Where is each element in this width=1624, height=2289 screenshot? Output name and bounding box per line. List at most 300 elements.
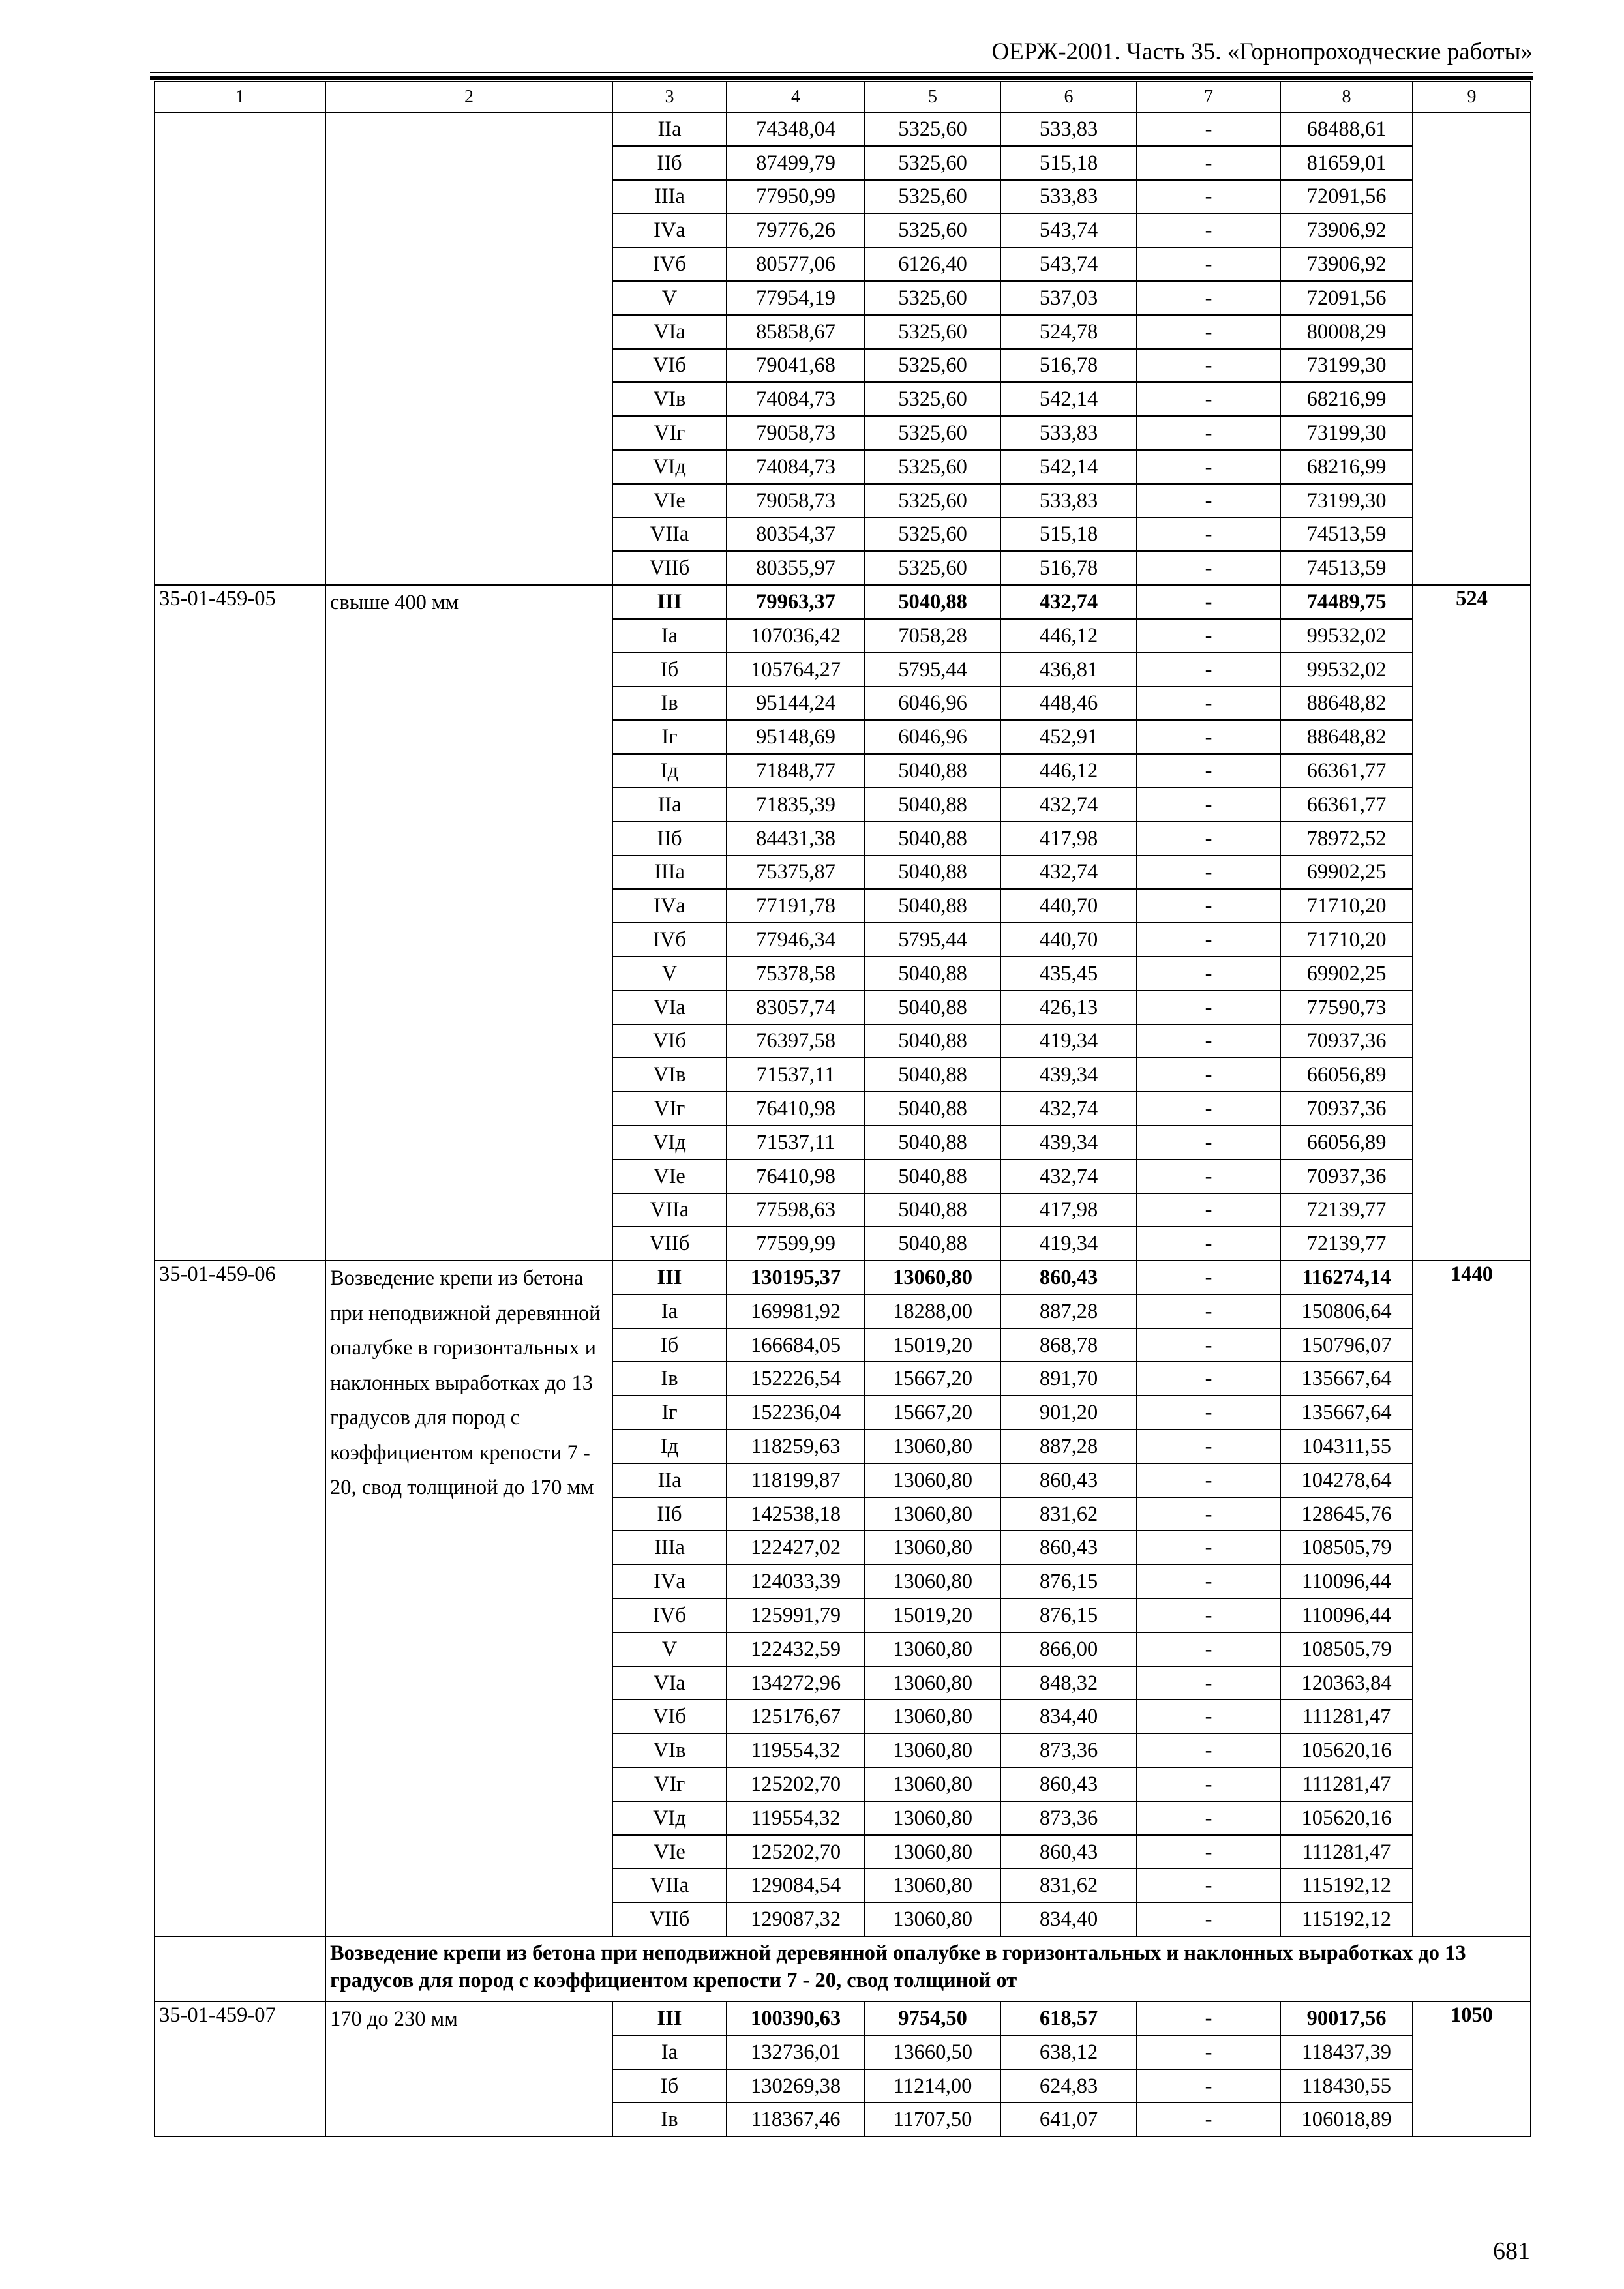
value-cell: 68216,99 [1280, 450, 1413, 484]
value-cell: 831,62 [1000, 1868, 1137, 1902]
value-cell: 440,70 [1000, 889, 1137, 923]
value-cell: 128645,76 [1280, 1497, 1413, 1531]
group-heading-row [155, 1936, 1531, 2001]
value-cell: 116274,14 [1280, 1261, 1413, 1294]
value-cell: 638,12 [1000, 2035, 1137, 2069]
zone-cell: VIа [612, 1666, 727, 1700]
value-cell: 6126,40 [865, 247, 1000, 281]
value-cell: 5040,88 [865, 754, 1000, 788]
value-cell: 66056,89 [1280, 1058, 1413, 1092]
column-number: 4 [727, 82, 865, 112]
value-cell: - [1137, 146, 1280, 180]
value-cell: 13060,80 [865, 1902, 1000, 1936]
value-cell: 432,74 [1000, 788, 1137, 822]
value-cell: 432,74 [1000, 1159, 1137, 1193]
value-cell: 106018,89 [1280, 2102, 1413, 2136]
value-cell: 77590,73 [1280, 991, 1413, 1025]
value-cell: 107036,42 [727, 619, 865, 653]
value-cell: 130195,37 [727, 1261, 865, 1294]
value-cell: 446,12 [1000, 619, 1137, 653]
value-cell: 515,18 [1000, 146, 1137, 180]
zone-cell: Iб [612, 653, 727, 687]
value-cell: 533,83 [1000, 484, 1137, 518]
value-cell: 66361,77 [1280, 788, 1413, 822]
zone-cell: Iб [612, 1328, 727, 1362]
value-cell: - [1137, 1058, 1280, 1092]
column-number: 9 [1413, 82, 1531, 112]
value-cell: 13060,80 [865, 1429, 1000, 1463]
value-cell: 13060,80 [865, 1531, 1000, 1564]
value-cell: - [1137, 1463, 1280, 1497]
column-number: 6 [1000, 82, 1137, 112]
value-cell: 417,98 [1000, 1193, 1137, 1227]
zone-cell: Iб [612, 2069, 727, 2103]
value-cell: 108505,79 [1280, 1632, 1413, 1666]
value-cell: 118367,46 [727, 2102, 865, 2136]
value-cell: 5040,88 [865, 957, 1000, 991]
page-number: 681 [1493, 2237, 1530, 2265]
value-cell: 77191,78 [727, 889, 865, 923]
value-cell: 71848,77 [727, 754, 865, 788]
zone-cell: III [612, 2001, 727, 2035]
value-cell: 15019,20 [865, 1328, 1000, 1362]
value-cell: - [1137, 1092, 1280, 1126]
rate-code: 35-01-459-07 [155, 2001, 325, 2136]
zone-cell: VIб [612, 1025, 727, 1058]
zone-cell: Iг [612, 720, 727, 754]
value-cell: 13060,80 [865, 1767, 1000, 1801]
value-cell: - [1137, 1666, 1280, 1700]
value-cell: 87499,79 [727, 146, 865, 180]
zone-cell: VIе [612, 1159, 727, 1193]
value-cell: 13060,80 [865, 1564, 1000, 1598]
zone-cell: VIб [612, 349, 727, 383]
value-cell: 99532,02 [1280, 653, 1413, 687]
value-cell: 15019,20 [865, 1598, 1000, 1632]
value-cell: 125991,79 [727, 1598, 865, 1632]
zone-cell: VIв [612, 382, 727, 416]
value-cell: 5325,60 [865, 484, 1000, 518]
value-cell: - [1137, 1193, 1280, 1227]
column-number: 7 [1137, 82, 1280, 112]
value-cell: 831,62 [1000, 1497, 1137, 1531]
value-cell: 75378,58 [727, 957, 865, 991]
value-cell: 110096,44 [1280, 1564, 1413, 1598]
value-cell: 95144,24 [727, 687, 865, 721]
value-cell: 5325,60 [865, 382, 1000, 416]
value-cell: 417,98 [1000, 822, 1137, 856]
value-cell: 5325,60 [865, 450, 1000, 484]
value-cell: 5325,60 [865, 518, 1000, 552]
value-cell: 13060,80 [865, 1733, 1000, 1767]
zone-cell: VIг [612, 416, 727, 450]
work-description: Возведение крепи из бетона при неподвижной деревянной опалубке в горизонтальных и наклонных выработках до 13 градусов для пород с коэффициентом крепости 7 - 20, свод толщиной до 170 мм [325, 1261, 612, 1936]
value-cell: 74513,59 [1280, 551, 1413, 585]
value-cell: 834,40 [1000, 1699, 1137, 1733]
value-cell: - [1137, 2001, 1280, 2035]
labor-norm [1413, 112, 1531, 585]
value-cell: - [1137, 1699, 1280, 1733]
value-cell: - [1137, 2035, 1280, 2069]
value-cell: 77599,99 [727, 1227, 865, 1261]
value-cell: 104278,64 [1280, 1463, 1413, 1497]
value-cell: - [1137, 619, 1280, 653]
value-cell: 887,28 [1000, 1429, 1137, 1463]
value-cell: 860,43 [1000, 1261, 1137, 1294]
value-cell: 533,83 [1000, 416, 1137, 450]
value-cell: 79963,37 [727, 585, 865, 619]
value-cell: 74084,73 [727, 450, 865, 484]
value-cell: 624,83 [1000, 2069, 1137, 2103]
value-cell: 5325,60 [865, 349, 1000, 383]
value-cell: 66361,77 [1280, 754, 1413, 788]
value-cell: 848,32 [1000, 1666, 1137, 1700]
value-cell: 108505,79 [1280, 1531, 1413, 1564]
value-cell: 74513,59 [1280, 518, 1413, 552]
value-cell: 419,34 [1000, 1025, 1137, 1058]
value-cell: - [1137, 551, 1280, 585]
value-cell: 77954,19 [727, 281, 865, 315]
value-cell: 111281,47 [1280, 1835, 1413, 1869]
labor-norm: 1440 [1413, 1261, 1531, 1936]
value-cell: 641,07 [1000, 2102, 1137, 2136]
value-cell: - [1137, 1227, 1280, 1261]
value-cell: 5040,88 [865, 585, 1000, 619]
value-cell: 439,34 [1000, 1058, 1137, 1092]
value-cell: - [1137, 450, 1280, 484]
value-cell: 115192,12 [1280, 1868, 1413, 1902]
rate-code: 35-01-459-05 [155, 585, 325, 1261]
value-cell: 80355,97 [727, 551, 865, 585]
table-row [155, 585, 1531, 619]
value-cell: 124033,39 [727, 1564, 865, 1598]
group-heading-blank [155, 1936, 325, 2001]
value-cell: 13060,80 [865, 1463, 1000, 1497]
value-cell: 5040,88 [865, 1126, 1000, 1159]
value-cell: 85858,67 [727, 315, 865, 349]
value-cell: 74348,04 [727, 112, 865, 146]
value-cell: 73906,92 [1280, 247, 1413, 281]
zone-cell: IIб [612, 146, 727, 180]
value-cell: 13060,80 [865, 1801, 1000, 1835]
zone-cell: VIIб [612, 1902, 727, 1936]
header-rule-thin [150, 72, 1533, 73]
value-cell: 5325,60 [865, 180, 1000, 214]
value-cell: 76410,98 [727, 1159, 865, 1193]
zone-cell: Iв [612, 687, 727, 721]
column-number-row [155, 82, 1531, 112]
value-cell: 6046,96 [865, 720, 1000, 754]
value-cell: 5325,60 [865, 416, 1000, 450]
value-cell: 81659,01 [1280, 146, 1413, 180]
value-cell: 79776,26 [727, 213, 865, 247]
value-cell: 432,74 [1000, 1092, 1137, 1126]
value-cell: - [1137, 687, 1280, 721]
value-cell: 100390,63 [727, 2001, 865, 2035]
value-cell: - [1137, 315, 1280, 349]
value-cell: 5795,44 [865, 653, 1000, 687]
value-cell: 5325,60 [865, 112, 1000, 146]
value-cell: - [1137, 180, 1280, 214]
column-number: 8 [1280, 82, 1413, 112]
value-cell: 860,43 [1000, 1463, 1137, 1497]
value-cell: - [1137, 1261, 1280, 1294]
value-cell: 150796,07 [1280, 1328, 1413, 1362]
value-cell: 18288,00 [865, 1294, 1000, 1328]
value-cell: - [1137, 1835, 1280, 1869]
value-cell: 543,74 [1000, 213, 1137, 247]
value-cell: - [1137, 653, 1280, 687]
value-cell: 73199,30 [1280, 484, 1413, 518]
column-number: 5 [865, 82, 1000, 112]
column-number: 3 [612, 82, 727, 112]
zone-cell: Iа [612, 619, 727, 653]
value-cell: 13060,80 [865, 1868, 1000, 1902]
value-cell: 78972,52 [1280, 822, 1413, 856]
zone-cell: IIб [612, 1497, 727, 1531]
value-cell: 69902,25 [1280, 957, 1413, 991]
column-number: 2 [325, 82, 612, 112]
value-cell: 122432,59 [727, 1632, 865, 1666]
value-cell: 88648,82 [1280, 720, 1413, 754]
value-cell: 5325,60 [865, 281, 1000, 315]
value-cell: 104311,55 [1280, 1429, 1413, 1463]
value-cell: 13060,80 [865, 1497, 1000, 1531]
value-cell: 436,81 [1000, 653, 1137, 687]
zone-cell: VIд [612, 450, 727, 484]
value-cell: 542,14 [1000, 382, 1137, 416]
value-cell: 125202,70 [727, 1767, 865, 1801]
price-table [154, 81, 1531, 2137]
zone-cell: VIд [612, 1801, 727, 1835]
value-cell: 5040,88 [865, 1092, 1000, 1126]
value-cell: 73906,92 [1280, 213, 1413, 247]
value-cell: 426,13 [1000, 991, 1137, 1025]
value-cell: 76410,98 [727, 1092, 865, 1126]
value-cell: 868,78 [1000, 1328, 1137, 1362]
zone-cell: VIв [612, 1733, 727, 1767]
value-cell: 446,12 [1000, 754, 1137, 788]
value-cell: - [1137, 754, 1280, 788]
value-cell: 5040,88 [865, 1025, 1000, 1058]
value-cell: 72139,77 [1280, 1193, 1413, 1227]
value-cell: - [1137, 484, 1280, 518]
value-cell: 74084,73 [727, 382, 865, 416]
value-cell: 419,34 [1000, 1227, 1137, 1261]
value-cell: 5040,88 [865, 1193, 1000, 1227]
value-cell: 618,57 [1000, 2001, 1137, 2035]
value-cell: 6046,96 [865, 687, 1000, 721]
zone-cell: VIIа [612, 1868, 727, 1902]
value-cell: 537,03 [1000, 281, 1137, 315]
zone-cell: IVа [612, 213, 727, 247]
labor-norm: 524 [1413, 585, 1531, 1261]
value-cell: 74489,75 [1280, 585, 1413, 619]
value-cell: 5325,60 [865, 146, 1000, 180]
value-cell: 5040,88 [865, 1058, 1000, 1092]
zone-cell: VIг [612, 1767, 727, 1801]
value-cell: - [1137, 213, 1280, 247]
value-cell: 860,43 [1000, 1767, 1137, 1801]
zone-cell: VIIб [612, 1227, 727, 1261]
value-cell: 118430,55 [1280, 2069, 1413, 2103]
value-cell: 142538,18 [727, 1497, 865, 1531]
value-cell: 129087,32 [727, 1902, 865, 1936]
value-cell: 13060,80 [865, 1699, 1000, 1733]
value-cell: 873,36 [1000, 1733, 1137, 1767]
value-cell: - [1137, 518, 1280, 552]
value-cell: 533,83 [1000, 180, 1137, 214]
value-cell: 76397,58 [727, 1025, 865, 1058]
value-cell: 13060,80 [865, 1666, 1000, 1700]
zone-cell: VIв [612, 1058, 727, 1092]
value-cell: 77950,99 [727, 180, 865, 214]
value-cell: - [1137, 1429, 1280, 1463]
value-cell: - [1137, 1733, 1280, 1767]
value-cell: - [1137, 1126, 1280, 1159]
value-cell: - [1137, 822, 1280, 856]
running-header: ОЕРЖ-2001. Часть 35. «Горнопроходческие работы» [991, 38, 1533, 65]
zone-cell: VIб [612, 1699, 727, 1733]
zone-cell: VIд [612, 1126, 727, 1159]
value-cell: 66056,89 [1280, 1126, 1413, 1159]
value-cell: 5040,88 [865, 822, 1000, 856]
value-cell: - [1137, 247, 1280, 281]
value-cell: - [1137, 1497, 1280, 1531]
zone-cell: IVа [612, 1564, 727, 1598]
zone-cell: VIг [612, 1092, 727, 1126]
value-cell: 70937,36 [1280, 1159, 1413, 1193]
value-cell: 77946,34 [727, 923, 865, 957]
value-cell: 80008,29 [1280, 315, 1413, 349]
value-cell: 77598,63 [727, 1193, 865, 1227]
value-cell: - [1137, 1396, 1280, 1429]
value-cell: 5325,60 [865, 213, 1000, 247]
value-cell: 5040,88 [865, 856, 1000, 890]
value-cell: 432,74 [1000, 856, 1137, 890]
value-cell: 80354,37 [727, 518, 865, 552]
zone-cell: Iв [612, 1362, 727, 1396]
value-cell: - [1137, 1025, 1280, 1058]
value-cell: 88648,82 [1280, 687, 1413, 721]
value-cell: 7058,28 [865, 619, 1000, 653]
zone-cell: IVб [612, 1598, 727, 1632]
zone-cell: IVб [612, 923, 727, 957]
value-cell: 5040,88 [865, 1227, 1000, 1261]
value-cell: - [1137, 382, 1280, 416]
value-cell: 90017,56 [1280, 2001, 1413, 2035]
zone-cell: IIа [612, 788, 727, 822]
zone-cell: VIе [612, 1835, 727, 1869]
zone-cell: IIIа [612, 180, 727, 214]
value-cell: 15667,20 [865, 1396, 1000, 1429]
value-cell: 111281,47 [1280, 1767, 1413, 1801]
value-cell: 891,70 [1000, 1362, 1137, 1396]
value-cell: 95148,69 [727, 720, 865, 754]
value-cell: 71537,11 [727, 1126, 865, 1159]
value-cell: 125202,70 [727, 1835, 865, 1869]
zone-cell: IIIа [612, 1531, 727, 1564]
zone-cell: Iг [612, 1396, 727, 1429]
zone-cell: V [612, 957, 727, 991]
value-cell: 71710,20 [1280, 923, 1413, 957]
value-cell: 5040,88 [865, 788, 1000, 822]
value-cell: 5040,88 [865, 889, 1000, 923]
value-cell: 110096,44 [1280, 1598, 1413, 1632]
value-cell: 73199,30 [1280, 349, 1413, 383]
value-cell: 152226,54 [727, 1362, 865, 1396]
value-cell: 71537,11 [727, 1058, 865, 1092]
zone-cell: IIа [612, 1463, 727, 1497]
value-cell: 135667,64 [1280, 1396, 1413, 1429]
value-cell: 860,43 [1000, 1835, 1137, 1869]
value-cell: 432,74 [1000, 585, 1137, 619]
value-cell: 79058,73 [727, 484, 865, 518]
value-cell: 132736,01 [727, 2035, 865, 2069]
value-cell: 516,78 [1000, 551, 1137, 585]
value-cell: 448,46 [1000, 687, 1137, 721]
rate-code: 35-01-459-06 [155, 1261, 325, 1936]
value-cell: 79058,73 [727, 416, 865, 450]
work-description: свыше 400 мм [325, 585, 612, 1261]
value-cell: 15667,20 [865, 1362, 1000, 1396]
value-cell: 11214,00 [865, 2069, 1000, 2103]
value-cell: - [1137, 856, 1280, 890]
table-row [155, 2001, 1531, 2035]
value-cell: 543,74 [1000, 247, 1137, 281]
value-cell: 105620,16 [1280, 1733, 1413, 1767]
zone-cell: IIIа [612, 856, 727, 890]
value-cell: - [1137, 1767, 1280, 1801]
value-cell: 9754,50 [865, 2001, 1000, 2035]
value-cell: - [1137, 1801, 1280, 1835]
zone-cell: Iд [612, 1429, 727, 1463]
value-cell: 901,20 [1000, 1396, 1137, 1429]
value-cell: 873,36 [1000, 1801, 1137, 1835]
value-cell: 105620,16 [1280, 1801, 1413, 1835]
labor-norm: 1050 [1413, 2001, 1531, 2136]
zone-cell: VIа [612, 991, 727, 1025]
value-cell: 111281,47 [1280, 1699, 1413, 1733]
zone-cell: VIIб [612, 551, 727, 585]
value-cell: 533,83 [1000, 112, 1137, 146]
value-cell: - [1137, 1868, 1280, 1902]
value-cell: 11707,50 [865, 2102, 1000, 2136]
value-cell: 876,15 [1000, 1564, 1137, 1598]
zone-cell: III [612, 1261, 727, 1294]
value-cell: - [1137, 1294, 1280, 1328]
value-cell: 13060,80 [865, 1632, 1000, 1666]
value-cell: 125176,67 [727, 1699, 865, 1733]
value-cell: 68488,61 [1280, 112, 1413, 146]
value-cell: - [1137, 585, 1280, 619]
value-cell: 69902,25 [1280, 856, 1413, 890]
value-cell: 834,40 [1000, 1902, 1137, 1936]
value-cell: 13060,80 [865, 1261, 1000, 1294]
value-cell: 439,34 [1000, 1126, 1137, 1159]
value-cell: 152236,04 [727, 1396, 865, 1429]
value-cell: - [1137, 720, 1280, 754]
value-cell: 887,28 [1000, 1294, 1137, 1328]
value-cell: 13660,50 [865, 2035, 1000, 2069]
value-cell: - [1137, 1328, 1280, 1362]
zone-cell: IVа [612, 889, 727, 923]
value-cell: - [1137, 788, 1280, 822]
value-cell: 542,14 [1000, 450, 1137, 484]
zone-cell: IIа [612, 112, 727, 146]
value-cell: 75375,87 [727, 856, 865, 890]
value-cell: 452,91 [1000, 720, 1137, 754]
